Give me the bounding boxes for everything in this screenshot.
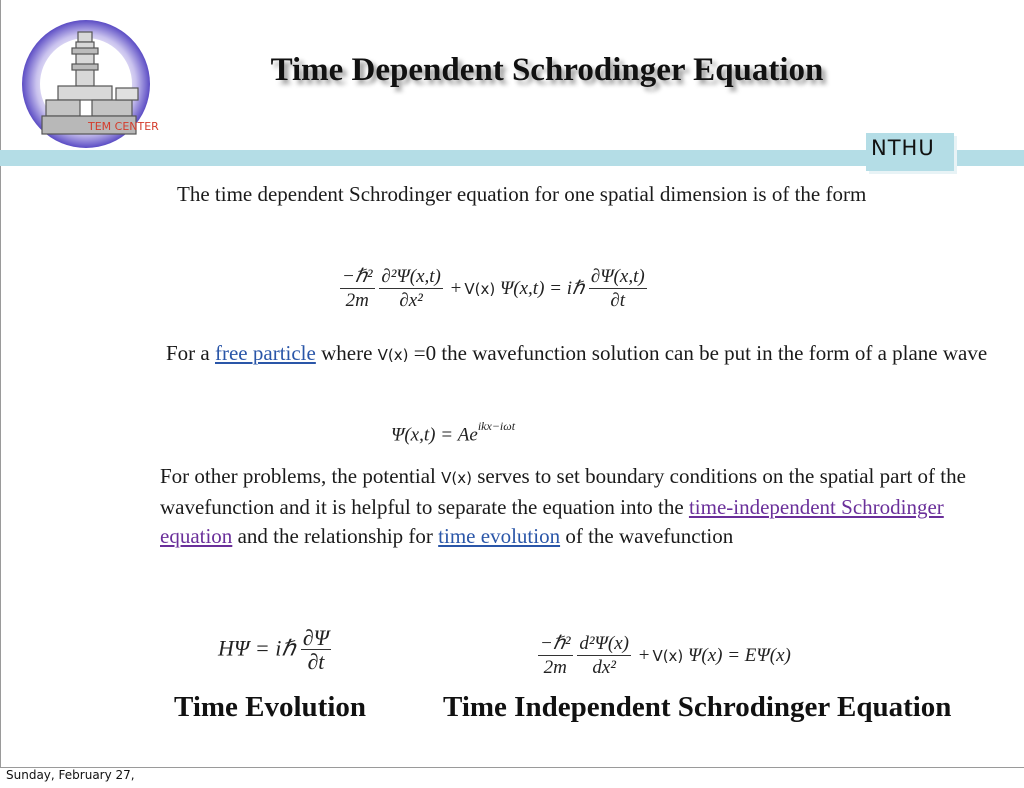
time-evolution-link[interactable]: time evolution (438, 524, 561, 548)
footer-date: Sunday, February 27, (6, 768, 135, 782)
slide-title: Time Dependent Schrodinger Equation (270, 52, 824, 88)
plane-wave-equation: $\Psi(x,t) = Ae^{ikx-i\omega t}$ (391, 419, 516, 446)
potential-symbol: V(x) (464, 279, 496, 298)
boundary-conditions-paragraph: For other problems, the potential V(x) serves to set boundary conditions on the spatial part of the wavefunction and it is helpful to separate the equation into the time-independent Schrodinger equation and the relationship for time evolution of the wavefunction (160, 464, 966, 548)
time-independent-equation: $\frac{\text{−ℏ²}}{2m}$ $\frac{\text{d²Ψ(x)}}{\text{dx²}}$ + V(x) Ψ(x) = EΨ(x) (540, 633, 791, 678)
potential-symbol: V(x) (652, 646, 684, 665)
time-independent-link[interactable]: time-independent Schrodinger equation (160, 495, 944, 548)
free-particle-paragraph: For a free particle where V(x) =0 the wavefunction solution can be put in the form of a plane wave (166, 341, 988, 365)
potential-symbol: V(x) (441, 469, 472, 487)
nthu-badge-label: NTHU (871, 136, 935, 160)
slide-left-border (0, 0, 1, 768)
intro-paragraph: The time dependent Schrodinger equation for one spatial dimension is of the form (177, 182, 867, 206)
caption-time-evolution: Time Evolution (174, 691, 367, 723)
potential-symbol: V(x) (377, 346, 409, 364)
time-evolution-equation: HΨ = iℏ $\frac{\partial\Psi}{\partial t}$ (218, 625, 330, 674)
slide-bottom-border (0, 767, 1024, 768)
free-particle-link[interactable]: free particle (215, 341, 316, 365)
logo-text: TEM CENTER (88, 120, 159, 133)
caption-time-independent: Time Independent Schrodinger Equation (443, 691, 952, 723)
time-dependent-equation: $\frac{\text{−ℏ²}}{2m}$ $\frac{\text{∂²Ψ(x,t)}}{\text{∂x²}}$ + V(x) Ψ(x,t) = iℏ $\frac{\partial\Psi(x,t)}{\partial t}$ (342, 266, 645, 311)
